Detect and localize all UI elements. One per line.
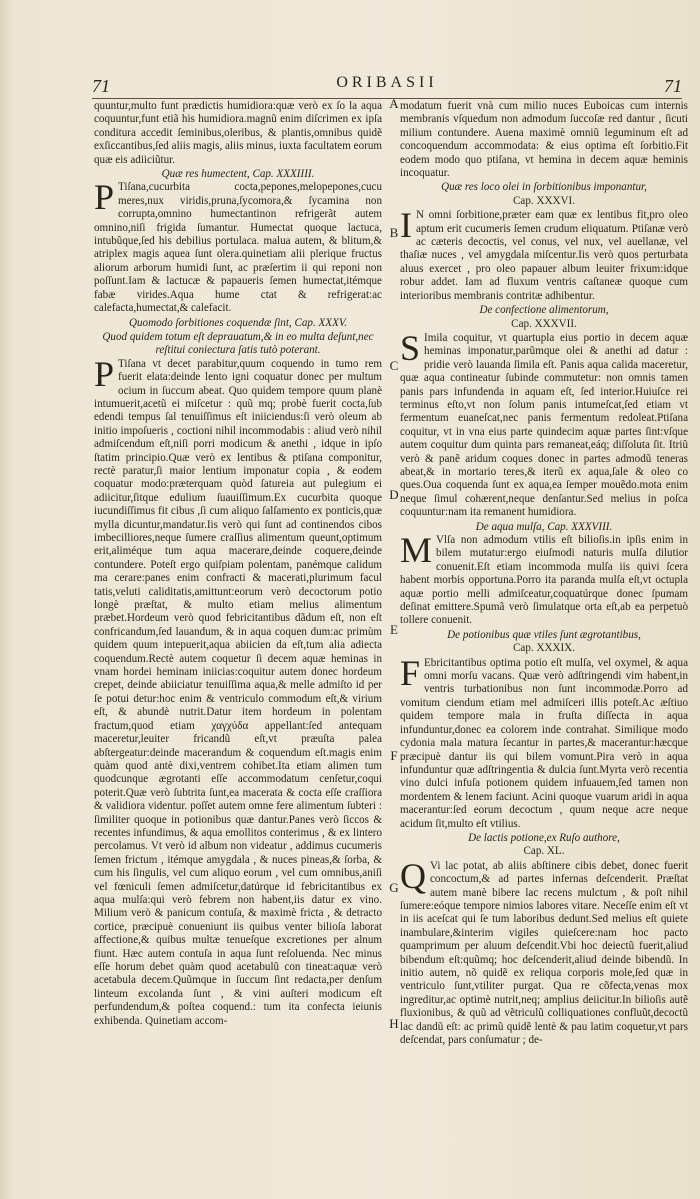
paragraph-text: Vi lac potat, ab aliis abſtinere cibis debet, donec fuerit concoctum,& ad partes infernas deſcenderit. Præſtat autem manè bibere lac recens mulctum , & poſt nihil ſumere:eóque tempore nimios labores vitare. Neceſſe enim eſt vt in iis aceſcat qui ſe tum laboribus dedunt.Sed melius eſt quiete inambulare,&interim vigiles quieſcere:nam hoc pacto quamprimum per aluum deſcendit.Vbi hoc deiectũ fuerit,aliud bibendum eſt:quũmq; hoc deſcenderit,aliud deinde bibendũ. In initio autem, nõ quidẽ ex reliqua corporis mole,ſed quæ in ventriculo ſunt,vtiliter purgat. Qua re cõfecta,venas mox ingreditur,ac optimè nutrit,neq; amplius deiicitur.In bilioſis autẽ fluxionibus, & quũ ad vẽtriculũ colliquationes confluũt,decoctũ lac dandũ eſt: ac primũ quidẽ lentè & pau latim coquetur,vt pars deſcendat, pars conſumatur ; de- bbox=[400, 859, 688, 1047]
paragraph-text: Vlſa non admodum vtilis eſt bilioſis.in ipſis enim in bilem mutatur:ergo eiuſmodi naturis mulſa dilutior conuenit.Eſt etiam incommoda mulſa iis quivi ſcera habent morbis opportuna.Porro ita paranda mulſa eſt,vt octupla aquæ portio melli admiſceatur,coquatúrque donec ſpumam deſinat emittere.Spumã verò ſimulatque orta eſt,ab ea perpetuò tollere conuenit. bbox=[400, 534, 688, 627]
paragraph bbox=[400, 855, 688, 1048]
chapter-heading: De potionibus quæ vtiles ſunt ægrotantibus, bbox=[447, 628, 641, 641]
paragraph bbox=[94, 353, 382, 1028]
page-number-right: 71 bbox=[664, 76, 682, 96]
paragraph bbox=[400, 205, 688, 303]
gutter-letter-c: C bbox=[389, 358, 399, 373]
chapter-number: Cap. XXXVII. bbox=[511, 317, 577, 330]
paragraph bbox=[400, 530, 688, 628]
chapter-heading bbox=[400, 521, 688, 534]
gutter-letter-h: H bbox=[389, 1016, 399, 1031]
paragraph-text: Imila coquitur, vt quartupla eius portio in decem aquæ heminas imponatur,parũmque olei & anethi ad datur : pridie verò lauanda ſimila eſt. Panis aqua calida maceretur, quæ aqua contineatur ſubinde commutetur: non omnis tamen panis pars infundenda in aquam eſt, ſed interior.Huiuſce rei terminus eſto,vt non ſolum panis intumeſcat,ſed etiam vt fermentum euaneſcat,nec panis fermentum redoleat.Ptiſana coquitur, vt in vna eius parte quindecim aquæ partes ſint:vſque autem coquitur dum quinta pars remaneat,eáq; diſſoluta ſit. Itriũ verò & panẽ aridum coques donec in partes admodũ teneras abeat,& in mortario teres,& iterũ ex aqua,ſale & oleo co ques.Oua coquenda ſunt ex aqua,ea ſemper mouẽdo.mota enim neque ſimul cohærent,neque denſantur.Sed melius in poſca coquuntur:nam ita remanent humidiora. bbox=[400, 331, 688, 519]
gutter-letter-d: D bbox=[389, 487, 399, 502]
paragraph bbox=[400, 652, 688, 831]
editor-note: Quod quidem totum eſt deprauatum,& in eo multa deſunt,nec reſtitui coniectura ſatis tutò poterant. bbox=[102, 330, 374, 357]
chapter-number: Cap. XXXVIII. bbox=[547, 520, 613, 533]
chapter-number: Cap. XXXVI. bbox=[513, 194, 575, 207]
header-rule bbox=[92, 98, 682, 99]
gutter-letter-b: B bbox=[389, 225, 399, 240]
page-number-left: 71 bbox=[92, 76, 110, 96]
paragraph: modatum fuerit vnà cum milio nuces Euboicas cum internis membranis vſquedum non admodum ſuccoſæ red dantur , ſicuti milium contundere. Auena maximè omniũ leguminum eſt ad concoquendum accommodata: & eius optima eſt ſorbitio.Fit eodem modo quo ptiſana, vt hemina in decem aquæ heminis incoquatur. bbox=[400, 100, 688, 180]
drop-cap: M bbox=[400, 530, 433, 570]
page-header bbox=[92, 72, 682, 96]
gutter-letter-a: A bbox=[389, 96, 399, 111]
chapter-number: Cap. XXXV. bbox=[294, 316, 347, 329]
paragraph bbox=[400, 327, 688, 520]
chapter-title: De aqua mulſa, bbox=[475, 520, 545, 533]
gutter-letter-f: F bbox=[390, 748, 398, 763]
drop-cap: S bbox=[400, 327, 421, 368]
chapter-number: Cap. XXXIIII. bbox=[252, 168, 315, 181]
chapter-number: Cap. XXXIX. bbox=[513, 642, 575, 655]
paragraph-text: N omni ſorbitione,præter eam quæ ex lentibus fit,pro oleo aptum erit cucumeris ſemen crudum eliquatum. Ptiſanæ verò ac cæteris decoctis, vel conus, vel nux, vel auellanæ, vel thaſiæ nuces , vel amygdala miſcentur.Iis verò quos perturbata aluus exercet , pro oleo papauer album leuiter frixum:idque robur addet. Iam ad fluxum ventris caſtaneæ quoque cum interioribus membranis contritæ adhibentur. bbox=[400, 209, 688, 302]
gutter-letter-g: G bbox=[389, 880, 399, 895]
chapter-title: Quomodo ſorbitiones coquendæ ſint, bbox=[129, 316, 292, 329]
paragraph-text: Ebricitantibus optima potio eſt mulſa, vel oxymel, & aqua omni morſu vacans. Quæ verò adſtringendi vim habent,in ventris turbationibus non ſunt incommodæ.Porro ad vomitum ciendum etiam mel admiſceri illis poteſt.Ac æſtiuo quidem tempore mala in fruſta diſſecta in aqua infunduntur,donec ea colorem inde contrahat. Similique modo cydonia mala matura ſecantur in partes,& macerantur:hæcque præcipuè dantur iis qui bilem vomunt.Pira verò in aqua infunduntur quæ adſtringentia & dulcia ſunt.Myrta verò recentia vino dulci infuſa potionem quidem infuauem,ſed tamen non mordentem & lenem faciunt. Acini quoque vuarum aridi in aqua macerantur:ſed eorum decoctum , quum neque acre neque acidum ſit,multo eſt vtilius. bbox=[400, 656, 688, 830]
left-column bbox=[94, 100, 382, 1185]
right-column bbox=[400, 100, 688, 1185]
chapter-number: Cap. XL. bbox=[523, 845, 565, 858]
chapter-title: Quæ res humectent, bbox=[161, 168, 250, 181]
chapter-heading bbox=[94, 317, 382, 330]
running-head: ORIBASII bbox=[336, 74, 438, 91]
paragraph-text: Tiſana,cucurbita cocta,pepones,melopepones,cucu meres,nux viridis,pruna,ſycomora,& ſycamina non corrupta,omnino humectantinon refrigerãt autem omnino,niſi frigida ſumantur. Humectat quoque lactuca, intubũque,ſed his debilius portulaca. malua autem, & blitum,& atriplex magis aquea ſunt olera.quinetiam alii plerique fructus aliorum arborum humidi ſunt, ac præſertim ii qui reponi non poſſunt.Iam & lactucæ & papaueris ſemen humectat,itémque fabæ virides.Aqua hume ctat & refrigerat:ac calefacta,humectat,& calefacit. bbox=[94, 181, 382, 315]
drop-cap: I bbox=[400, 205, 412, 246]
drop-cap: P bbox=[94, 177, 115, 218]
drop-cap: P bbox=[94, 353, 115, 394]
chapter-heading bbox=[94, 168, 382, 181]
chapter-heading: De lactis potione,ex Ruſo authore, bbox=[468, 831, 620, 844]
paragraph-text: Tiſana vt decet parabitur,quum coquendo in tumo rem fuerit elata:deinde lento igni coquatur donec per multum ocium in ſuccum abeat. Quo quidem tempore quum planè intumuerit,acetũ ei miſcetur : quũ mq; probè fuerit cocta,ſub edendi tempus ſal tenuiſſimus eſt iniiciendus:ſi verò oleum ab initio impoſueris , coctioni nihil incommodabis : aliud verò nihil admiſcendum eſt,niſi porri modicum & anethi , idque in ipſo ſtatim principio.Quæ verò ex lentibus & ptiſana componitur, rectè paratur,ſi maior lentium imponatur copia , & eodem coquatur modo:præterquam quòd ſatureia aut pulegium ei adiicitur,ſitque edulium ſuauiſſimum.Ex cucurbita quoque iucundiſſimus fit cibus ,ſi cum aliquo ſalſamento ex ponticis,quæ mylla dicuntur,mandatur.Iis verò qui ſunt ad continendos cibos imbecilliores,neque ſumere craſſius alimentum queunt,optimum erit,aliméque tum aqua macerare,deinde coquere,deinde contundere. Poteſt ergo quiſpiam polentam, panémque calidum ma cerare:panes enim confracti & macerati,plurimum facul tatis,veluti caliditatis,amittunt:eorum verò decoctorum potio longè præſtat, & multo etiam melius alimentum præbet.Hordeum verò quod febricitantibus dãdum eſt, non eſt confricandum,ſed lauandum, & in aqua coquen dum:ac primùm quidem quum intepuerit,aqua abiicien da eſt,tum alia adiecta coquendum.Rectè autem coquetur ſi decem aquæ heminas in vnam hordei heminam iniicias:coquitur autem donec hordeum crepet, deinde abiiciatur tenuiſſima aqua,& melle admiſto id per ſe potui detur:hoc enim & ventriculo commodum eſt,& virium eſt, & abundè nutrit.Datur item hordeum in polentam fractum,quod etiam χαγχύδα appellant:ſed antequam maceretur,leuiter fricandũ eſt,vt præuſta palea abſtergeatur:deinde macerandum & coquendum eſt.magis enim quàm quod antè dixi,ventrem cohibet.Ita etiam alimen tum quodcunque ægrotanti eſſe accommodatum cenſetur,coqui poterit.Quæ verò ſubtrita ſunt,ea macerata & cocta eſſe craſſiora & validiora videntur. poſſet autem omne fere alimentum ſubteri : ſimiliter quoque in potionibus quæ dantur.Panes verò ſiccos & recentes infundimus, & aqua emollitos conterimus , & ex lintero percolamus. Vt verò id album non videatur , addimus cucumeris ſemen frictum , itémque amygdala , & nuces pineas,& ſorba, & cum his ſingulis, vel cum aliquo eorum , vel cum omnibus,aniſi vel fœniculi ſemen admiſcetur,datúrque id febricitantibus ex aqua mulſa:qui verò febrem non habent,iis datur ex vino. Milium verò & panicum contuſa, & maximè fricta , & detracto cortice, præcipuè conueniunt iis quibus venter bilioſa laborat affectione,& quibus multæ tenueſque excretiones per alnum fiunt. Hæc autem contuſa in aqua ſunt reſoluenda. Nec minus eſſe horum debet quàm quod acetabulũ con tineat:aquæ verò acetabula decem.Quũmque in ſuccum ſint redacta,per denſum linteum excolanda ſunt , & vini auſteri modicum eſt perfundendum,& poſtea coquend.: tum ita confecta ieiunis exhibenda. Quinetiam accom- bbox=[94, 357, 382, 1027]
gutter-letter-e: E bbox=[390, 622, 398, 637]
drop-cap: F bbox=[400, 652, 421, 693]
drop-cap: Q bbox=[400, 855, 426, 896]
chapter-heading: De confectione alimentorum, bbox=[479, 304, 609, 317]
paragraph bbox=[94, 177, 382, 315]
chapter-heading: Quæ res loco olei in ſorbitionibus imponantur, bbox=[441, 181, 647, 194]
paragraph: quuntur,multo funt prædictis humidiora:quæ verò ex ſo la aqua coquuntur,funt etiã his humidiora.magnũ enim diſcrimen ex ipſa conditura accedit ſeminibus,oleribus, & plantis,omnibus quidẽ exſiccantibus,ſed aliis magis, aliis minus, iuxta facultatem eorum quæ eis adiiciũtur. bbox=[94, 100, 382, 166]
